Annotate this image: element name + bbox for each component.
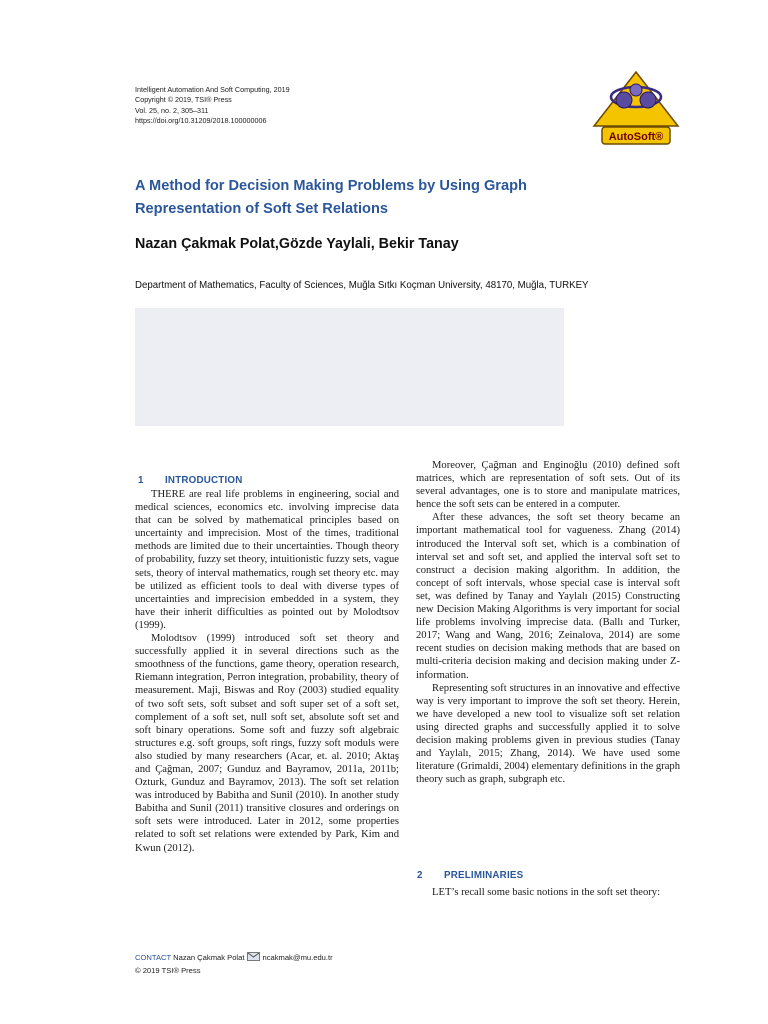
- section-heading-preliminaries: [417, 870, 523, 881]
- paragraph: Molodtsov (1999) introduced soft set theory and successfully applied it in several directions such as the smoothness of the functions, game theory, operation research, Riemann integration, Perron integration, probability, theory of measurement. Maji, Biswas and Roy (2003) studied equality of two soft sets, soft subset and soft super set of a soft set, complement of a soft set, null soft set, absolute soft set and soft binary operations. Some soft and fuzzy soft algebraic structures e.g. soft groups, soft rings, fuzzy soft moduls were also studied by many researchers (Acar, et. al. 2010; Aktaş and Çağman, 2007; Gunduz and Bayramov, 2011a, 2011b; Ozturk, Gunduz and Bayramov, 2013). The soft set relation was introduced by Babitha and Sunil (2010). In another study Babitha and Sunil (2011) transitive closures and orderings on soft sets were introduced. Later in 2012, some properties related to soft set relations were extended by Park, Kim and Kwun (2012).: [135, 633, 399, 854]
- paragraph: Representing soft structures in an innovative and effective way is very important to improve the soft set theory. Herein, we have developed a new tool to visualize soft set relation using directed graphs and successfully applied it to solve decision making problems given in previous studies (Tanay and Yaylalı, 2015; Zhang, 2014). We have used some literature (Grimaldi, 2004) elementary definitions in the graph theory such as graph, subgraph etc.: [416, 682, 680, 786]
- affiliation: Department of Mathematics, Faculty of Sciences, Muğla Sıtkı Koçman University, 48170, Muğla, TURKEY: [135, 280, 589, 291]
- paper-title: [135, 175, 655, 221]
- contact-line: [135, 951, 333, 964]
- left-column: [135, 488, 399, 855]
- autosoft-logo: [590, 70, 682, 148]
- email-icon: [247, 952, 260, 961]
- section-number: 1: [138, 475, 144, 486]
- paragraph: LET’s recall some basic notions in the soft set theory:: [432, 887, 661, 898]
- section-title: PRELIMINARIES: [444, 870, 524, 881]
- contact-label: CONTACT: [135, 953, 171, 962]
- journal-volume: Vol. 25, no. 2, 305–311: [135, 105, 209, 115]
- right-column: [416, 459, 680, 786]
- logo-text: AutoSoft®: [608, 131, 664, 143]
- paragraph: THERE are real life problems in engineering, social and medical sciences, economics etc. involving imprecise data that can be solved by mathematical principles based on uncertainty and imprecision. Most of the times, traditional methods are limited due to their uncertainties. Though theory of probability, fuzzy set theory, intuitionistic fuzzy sets, vague sets, theory of interval mathematics, rough set theory etc. may be utilized as efficient tools to deal with diverse types of uncertainties and imprecision embedded in a system, they have their inherit difficulties as pointed out by Molodtsov (1999).: [135, 489, 399, 631]
- abstract-box: [135, 308, 564, 426]
- contact-email[interactable]: ncakmak@mu.edu.tr: [262, 953, 333, 962]
- section-heading-introduction: [138, 475, 243, 486]
- journal-name: Intelligent Automation And Soft Computing, 2019: [135, 85, 290, 94]
- title-line: A Method for Decision Making Problems by Using Graph: [135, 178, 527, 194]
- section-number: 2: [417, 870, 423, 881]
- journal-copyright: Copyright © 2019, TSI® Press: [135, 95, 232, 105]
- journal-info: [135, 85, 290, 126]
- authors: Nazan Çakmak Polat,Gözde Yaylali, Bekir Tanay: [135, 236, 459, 252]
- footer: [135, 951, 333, 977]
- contact-name: Nazan Çakmak Polat: [173, 953, 245, 962]
- footer-copyright: © 2019 TSI® Press: [135, 966, 201, 975]
- journal-doi[interactable]: https://doi.org/10.31209/2018.100000006: [135, 115, 267, 125]
- section-title: INTRODUCTION: [165, 475, 243, 486]
- preliminaries-text: [416, 886, 680, 899]
- paragraph: Moreover, Çağman and Enginoğlu (2010) defined soft matrices, which are representation of soft sets. Out of its several advantages, one is to store and manipulate matrices, hence the soft sets can be entered in a computer.: [416, 460, 680, 511]
- title-line: Representation of Soft Set Relations: [135, 201, 388, 217]
- paragraph: After these advances, the soft set theory became an important mathematical tool for vagueness. Zhang (2014) introduced the Interval soft set, which is a combination of interval set and soft set, and applied the interval soft set to construct a decision making algorithm. In addition, the concept of soft intervals, whose special case is interval soft set, was defined by Tanay and Yaylalı (2015) Constructing new Decision Making Algorithms is very important for social life problems involving imprecise data. (Ballı and Turker, 2017; Wang and Wang, 2016; Zeinalova, 2014) are some recent studies on decision making methods that are based on multi-criteria decision making and decision making under Z-information.: [416, 512, 680, 681]
